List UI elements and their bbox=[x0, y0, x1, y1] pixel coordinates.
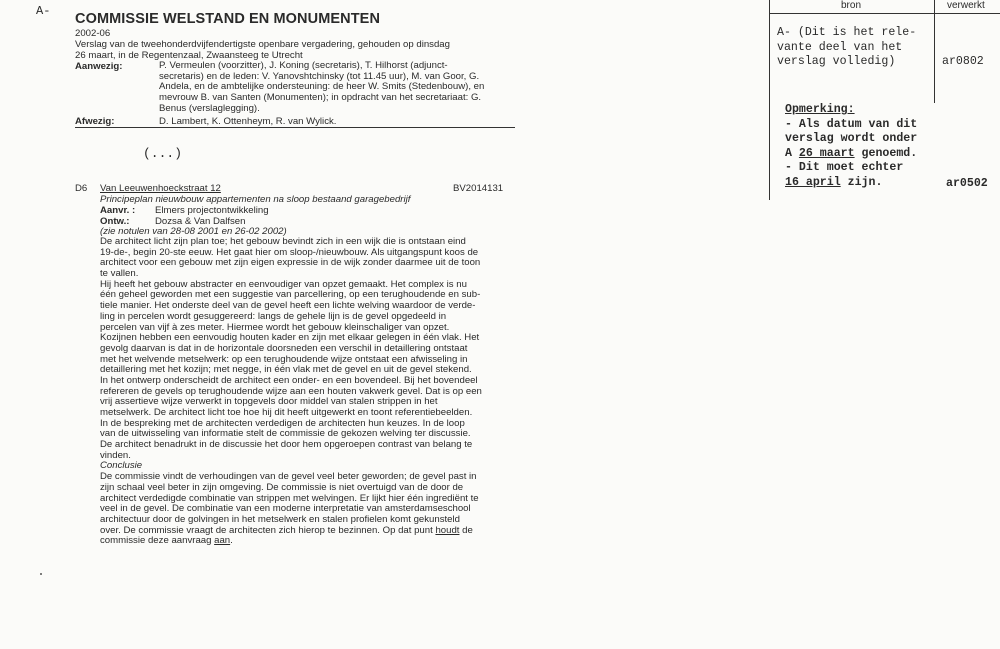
body-line: tiele manier. Het onderste deel van de gevel heeft een lichte welving waardoor de verde- bbox=[100, 300, 476, 312]
absent-list: D. Lambert, K. Ottenheym, R. van Wylick. bbox=[159, 116, 337, 127]
table-header-rule bbox=[769, 13, 1000, 14]
remark-line bbox=[785, 147, 917, 162]
table-col-divider bbox=[934, 0, 935, 103]
item-subtitle: Principeplan nieuwbouw appartementen na sloop bestaand garagebedrijf bbox=[100, 194, 411, 205]
body-line: ling in percelen wordt gesuggereerd: langs de gehele lijn is de gevel opgedeeld in bbox=[100, 310, 447, 322]
body-line: vrij assertieve wijze verwerkt in topgevels door middel van stalen strippen in het bbox=[100, 396, 438, 408]
column-header-source: bron bbox=[841, 0, 862, 11]
present-line: Andela, en de ambtelijke ondersteuning: de heer W. Smits (Stedenbouw), en bbox=[159, 81, 485, 93]
conclusion-line: architect verdedigde combinatie van strippen met welvingen. Er lijkt hier één ingrediënt te bbox=[100, 492, 479, 504]
body-line: metselwerk. De architect licht toe hoe hij dit heeft uitgewerkt en toont referentiebeelden. bbox=[100, 407, 473, 418]
underlined-word: houdt bbox=[435, 524, 460, 536]
conclusion-line: De commissie vindt de verhoudingen van de gevel veel beter geworden; de gevel past in bbox=[100, 471, 477, 483]
conclusion-heading: Conclusie bbox=[100, 460, 143, 472]
remark-date: 16 april bbox=[785, 175, 841, 189]
remark-line: - Dit moet echter bbox=[785, 161, 904, 174]
absent-label: Afwezig: bbox=[75, 116, 115, 127]
body-line: In de bespreking met de architecten verdedigen de architecten hun keuzes. In de loop bbox=[100, 417, 465, 429]
body-line: Hij heeft het gebouw abstracter en eenvoudiger van opzet gemaakt. Het complex is nu bbox=[100, 278, 467, 290]
remark-line: - Als datum van dit bbox=[785, 117, 918, 131]
column-header-processed: verwerkt bbox=[947, 0, 985, 11]
body-line: van de uitwisseling van informatie stelt de commissie de gekozen welving ter discussie. bbox=[100, 428, 471, 440]
intro-line-2: 26 maart, in de Regentenzaal, Zwaansteeg te Utrecht bbox=[75, 50, 303, 61]
applicant: Elmers projectontwikkeling bbox=[155, 205, 269, 216]
body-line: vinden. bbox=[100, 449, 131, 461]
remark-date: 26 maart bbox=[798, 146, 855, 160]
source-note-line: vante deel van het bbox=[777, 40, 903, 54]
present-line: secretaris) en de leden: V. Yanovshtchinsky (tot 11.45 uur), M. van Goor, G. bbox=[159, 70, 480, 82]
remark-title: Opmerking: bbox=[785, 103, 855, 116]
underlined-word: aan bbox=[214, 535, 231, 547]
table-left-border bbox=[769, 0, 770, 200]
body-line: percelen van vijf à zes meter. Hiermee wordt het gebouw kleinschaliger van opzet. bbox=[100, 321, 450, 333]
body-line: refereren de gevels op terughoudende wijze aan een houten vakwerk gevel. Dat is op een bbox=[100, 385, 482, 397]
applicant-label: Aanvr. : bbox=[100, 205, 136, 216]
meeting-number: 2002-06 bbox=[75, 28, 111, 39]
present-line: P. Vermeulen (voorzitter), J. Koning (secretaris), T. Hilhorst (adjunct- bbox=[159, 60, 448, 71]
designer-label: Ontw.: bbox=[100, 216, 130, 227]
conclusion-text: commissie deze aanvraag bbox=[100, 535, 215, 547]
present-label: Aanwezig: bbox=[75, 61, 123, 72]
processed-code-1: ar0802 bbox=[942, 55, 984, 68]
source-note-line: verslag volledig) bbox=[777, 55, 896, 68]
body-line: detaillering met het kozijn; met negge, in één vlak met de gevel en uit de gevel stekend. bbox=[100, 364, 472, 376]
scan-speck bbox=[40, 573, 42, 575]
present-line: Benus (verslaglegging). bbox=[159, 102, 260, 114]
conclusion-line: zijn schaal veel beter in zijn omgeving. De commissie is niet overtuigd van de door de bbox=[100, 481, 464, 493]
item-code: D6 bbox=[75, 183, 88, 194]
remark-line: verslag wordt onder bbox=[785, 132, 918, 145]
present-line: mevrouw B. van Santen (Monumenten); in opdracht van het secretariaat: G. bbox=[159, 92, 482, 104]
item-body bbox=[100, 237, 482, 547]
notes-reference: (zie notulen van 28-08 2001 en 26-02 2002) bbox=[100, 226, 287, 237]
processed-code-2: ar0502 bbox=[946, 177, 988, 190]
body-line: één geheel geworden met een suggestie van parcellering, op een terughoudende en sub- bbox=[100, 289, 481, 301]
item-address: Van Leeuwenhoeckstraat 12 bbox=[100, 183, 221, 194]
body-line: De architect licht zijn plan toe; het gebouw bevindt zich in een wijk die is ontstaan eind bbox=[100, 236, 466, 247]
body-line: In het ontwerp onderscheidt de architect een onder- en een bovendeel. Bij het bovendeel bbox=[100, 374, 478, 386]
body-line: Kozijnen hebben een eenvoudig houten kader en zijn met elkaar gelegen in één vlak. Het bbox=[100, 332, 480, 344]
body-line: gevolg daarvan is dat in de horizontale doorsneden een verschil in detaillering ontstaat bbox=[100, 342, 468, 354]
conclusion-line bbox=[100, 536, 482, 547]
conclusion-text: over. De commissie vraagt de architecten zich hierop te bezinnen. Op dat punt bbox=[100, 524, 436, 536]
body-line: architect voor een gebouw met zijn eigen expressie in de wijk zonder daarmee uit de toon bbox=[100, 257, 481, 269]
designer: Dozsa & Van Dalfsen bbox=[155, 216, 246, 227]
body-line: 19-de-, begin 20-ste eeuw. Het gaat hier om sloop-/nieuwbouw. Als uitgangspunt koos de bbox=[100, 246, 479, 258]
remark-line bbox=[785, 176, 917, 191]
conclusion-text: de bbox=[459, 524, 473, 536]
page-title: COMMISSIE WELSTAND EN MONUMENTEN bbox=[75, 11, 381, 27]
remark-text: genoemd. bbox=[854, 146, 918, 160]
intro-line-1: Verslag van de tweehonderdvijfendertigste openbare vergadering, gehouden op dinsdag bbox=[75, 39, 450, 50]
source-note bbox=[777, 26, 916, 70]
conclusion-text: . bbox=[230, 535, 233, 547]
conclusion-line: architectuur door de golvingen in het metselwerk en stalen profielen komt gekunsteld bbox=[100, 513, 460, 525]
body-line: De architect benadrukt in de discussie het door hem opgeroepen contrast van belang te bbox=[100, 439, 473, 451]
header-divider bbox=[75, 127, 515, 128]
remark-text: zijn. bbox=[840, 175, 883, 189]
present-list bbox=[159, 61, 484, 114]
side-table bbox=[769, 0, 1000, 200]
body-line: met het welvende metselwerk: op een terughoudende wijze ontstaat een afwisseling in bbox=[100, 353, 468, 365]
remark-block bbox=[785, 103, 917, 190]
omission-mark: (...) bbox=[143, 146, 183, 161]
item-reference: BV2014131 bbox=[453, 183, 504, 194]
source-note-line: A- (Dit is het rele- bbox=[777, 26, 917, 39]
remark-text: A bbox=[785, 146, 799, 160]
margin-mark: A- bbox=[36, 4, 51, 18]
body-line: te vallen. bbox=[100, 268, 139, 280]
conclusion-line: veel in de gevel. De combinatie van een moderne interpretatie van amsterdamseschool bbox=[100, 503, 471, 515]
